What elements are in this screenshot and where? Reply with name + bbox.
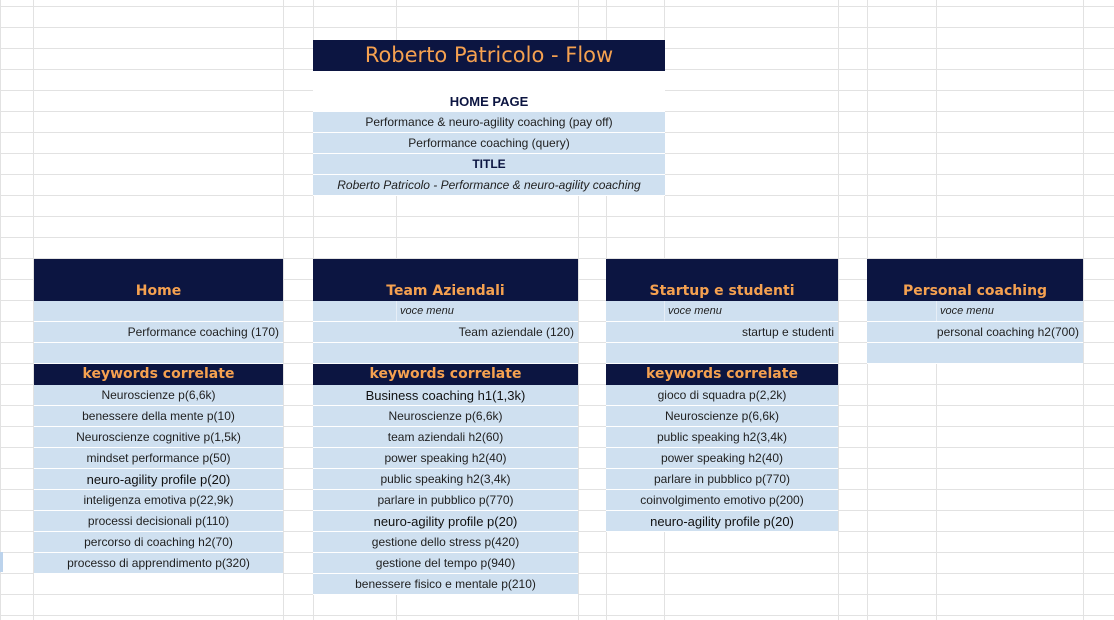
keyword-cell[interactable]: gestione dello stress p(420) (313, 532, 578, 553)
empty-row[interactable] (606, 343, 838, 364)
homepage-title-value[interactable]: Roberto Patricolo - Performance & neuro-agility coaching (313, 175, 665, 196)
spacer-row (313, 71, 665, 91)
keyword-cell[interactable]: public speaking h2(3,4k) (313, 469, 578, 490)
keyword-cell[interactable]: neuro-agility profile p(20) (606, 511, 838, 532)
empty-row[interactable] (867, 343, 1083, 364)
keyword-cell[interactable]: neuro-agility profile p(20) (313, 511, 578, 532)
keyword-cell[interactable]: gioco di squadra p(2,2k) (606, 385, 838, 406)
menu-row[interactable] (313, 301, 578, 322)
menu-item-label: Team aziendale (120) (458, 325, 574, 339)
keyword-cell[interactable]: neuro-agility profile p(20) (34, 469, 283, 490)
menu-label: voce menu (940, 305, 994, 317)
keyword-cell[interactable]: processi decisionali p(110) (34, 511, 283, 532)
keyword-cell[interactable]: public speaking h2(3,4k) (606, 427, 838, 448)
section-team-aziendali (313, 259, 578, 595)
keyword-cell[interactable]: percorso di coaching h2(70) (34, 532, 283, 553)
empty-row[interactable] (313, 343, 578, 364)
section-startup-studenti (606, 259, 838, 532)
item-row[interactable] (606, 322, 838, 343)
grid-column-line (1083, 0, 1084, 620)
item-row[interactable] (867, 322, 1083, 343)
item-row[interactable] (34, 322, 283, 343)
section-header[interactable]: Home (34, 259, 283, 301)
keyword-cell[interactable]: mindset performance p(50) (34, 448, 283, 469)
keyword-cell[interactable]: Neuroscienze cognitive p(1,5k) (34, 427, 283, 448)
cell-divider (867, 301, 937, 321)
homepage-payoff[interactable]: Performance & neuro-agility coaching (pay off) (313, 112, 665, 133)
menu-label: voce menu (668, 305, 722, 317)
keyword-cell[interactable]: Neuroscienze p(6,6k) (606, 406, 838, 427)
homepage-query[interactable]: Performance coaching (query) (313, 133, 665, 154)
keyword-cell[interactable]: team aziendali h2(60) (313, 427, 578, 448)
empty-row[interactable] (34, 343, 283, 364)
keyword-cell[interactable]: benessere della mente p(10) (34, 406, 283, 427)
menu-row[interactable] (606, 301, 838, 322)
menu-label: voce menu (400, 305, 454, 317)
keyword-cell[interactable]: power speaking h2(40) (313, 448, 578, 469)
grid-column-line (838, 0, 839, 620)
keyword-cell[interactable]: processo di apprendimento p(320) (34, 553, 283, 574)
keyword-cell[interactable]: power speaking h2(40) (606, 448, 838, 469)
section-header[interactable]: Startup e studenti (606, 259, 838, 301)
keyword-cell[interactable]: inteligenza emotiva p(22,9k) (34, 490, 283, 511)
homepage-title-label[interactable]: TITLE (313, 154, 665, 175)
menu-row[interactable] (34, 301, 283, 322)
section-header[interactable]: Team Aziendali (313, 259, 578, 301)
page-title[interactable]: Roberto Patricolo - Flow (313, 40, 665, 71)
menu-item-label: Performance coaching (170) (127, 325, 279, 339)
item-row[interactable] (313, 322, 578, 343)
keyword-cell[interactable]: coinvolgimento emotivo p(200) (606, 490, 838, 511)
keyword-cell[interactable]: benessere fisico e mentale p(210) (313, 574, 578, 595)
keyword-cell[interactable]: Neuroscienze p(6,6k) (313, 406, 578, 427)
cell-divider (313, 301, 397, 321)
keyword-cell[interactable]: Neuroscienze p(6,6k) (34, 385, 283, 406)
section-personal-coaching (867, 259, 1083, 364)
keyword-cell[interactable]: gestione del tempo p(940) (313, 553, 578, 574)
keyword-cell[interactable]: parlare in pubblico p(770) (606, 469, 838, 490)
homepage-heading[interactable]: HOME PAGE (313, 91, 665, 112)
keywords-header[interactable]: keywords correlate (313, 364, 578, 385)
menu-row[interactable] (867, 301, 1083, 322)
section-header[interactable]: Personal coaching (867, 259, 1083, 301)
menu-item-label: personal coaching h2(700) (936, 325, 1079, 339)
grid-column-line (283, 0, 284, 620)
keyword-cell[interactable]: parlare in pubblico p(770) (313, 490, 578, 511)
cell-divider (606, 301, 665, 321)
row-selection-marker (0, 552, 3, 572)
keyword-cell[interactable]: Business coaching h1(1,3k) (313, 385, 578, 406)
menu-item-label: startup e studenti (741, 325, 834, 339)
homepage-block (313, 40, 665, 196)
keywords-header[interactable]: keywords correlate (606, 364, 838, 385)
section-home (34, 259, 283, 574)
keywords-header[interactable]: keywords correlate (34, 364, 283, 385)
